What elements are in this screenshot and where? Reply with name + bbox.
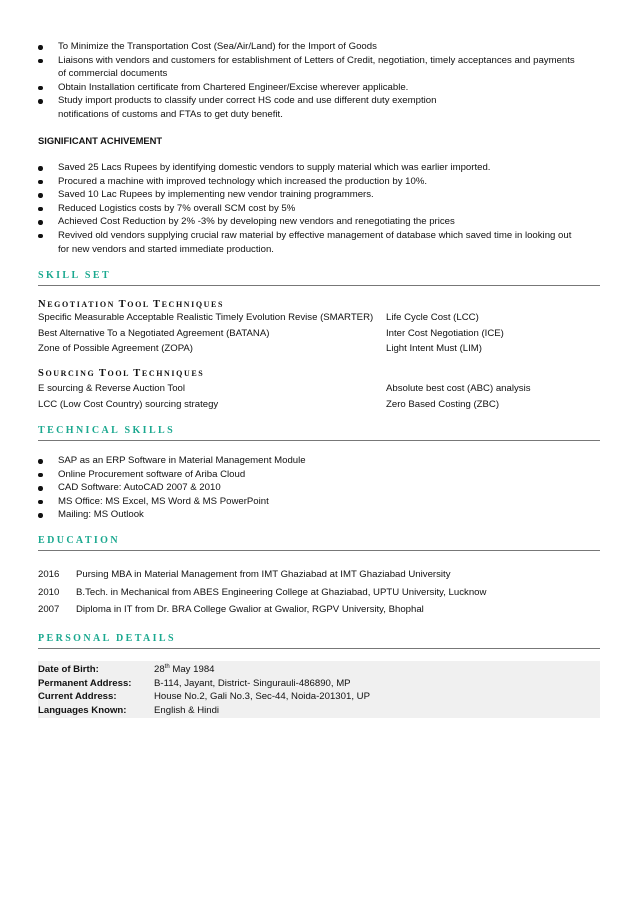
section-divider bbox=[38, 550, 600, 551]
achievement-list bbox=[38, 161, 600, 256]
bullet-icon bbox=[38, 86, 43, 91]
dob-value: 28th May 1984 bbox=[154, 663, 215, 675]
list-item: Saved 10 Lac Rupees by implementing new vendor training programmers. bbox=[38, 188, 600, 202]
table-row: Current Address: House No.2, Gali No.3, Sec-44, Noida-201301, UP bbox=[38, 691, 370, 703]
negotiation-subheading: NEGOTIATION TOOL TECHNIQUES bbox=[38, 299, 225, 310]
sourcing-subheading: SOURCING TOOL TECHNIQUES bbox=[38, 368, 205, 379]
bullet-icon bbox=[38, 166, 43, 171]
technical-list bbox=[38, 454, 600, 522]
list-item: 2010 B.Tech. in Mechanical from ABES Engineering College at Ghaziabad, UPTU University, Lucknow bbox=[38, 586, 487, 598]
personal-details-table bbox=[38, 661, 600, 718]
table-row: Specific Measurable Acceptable Realistic Timely Evolution Revise (SMARTER) Life Cycle Cost (LCC) bbox=[38, 312, 479, 323]
table-row: LCC (Low Cost Country) sourcing strategy Zero Based Costing (ZBC) bbox=[38, 398, 500, 410]
sourcing-table bbox=[38, 381, 600, 412]
list-item: To Minimize the Transportation Cost (Sea/Air/Land) for the Import of Goods bbox=[38, 40, 600, 54]
list-item-continuation: of commercial documents bbox=[58, 68, 168, 80]
bullet-icon bbox=[38, 473, 43, 478]
duties-list bbox=[38, 40, 600, 122]
table-row: Languages Known: English & Hindi bbox=[38, 704, 220, 716]
list-item: CAD Software: AutoCAD 2007 & 2010 bbox=[38, 481, 600, 495]
list-item: Achieved Cost Reduction by 2% -3% by developing new vendors and renegotiating the prices bbox=[38, 215, 600, 229]
list-item: Reduced Logistics costs by 7% overall SCM cost by 5% bbox=[38, 202, 600, 216]
bullet-icon bbox=[38, 234, 43, 239]
table-row: E sourcing & Reverse Auction Tool Absolute best cost (ABC) analysis bbox=[38, 383, 531, 394]
list-item: Liaisons with vendors and customers for establishment of Letters of Credit, negotiation, timely acceptances and payments bbox=[38, 54, 600, 68]
list-item-continuation: notifications of customs and FTAs to get duty benefit. bbox=[58, 108, 283, 120]
list-item: 2007 Diploma in IT from Dr. BRA College Gwalior at Gwalior, RGPV University, Bhophal bbox=[38, 604, 424, 615]
list-item: Mailing: MS Outlook bbox=[38, 508, 600, 522]
bullet-icon bbox=[38, 500, 43, 505]
table-row: Permanent Address: B-114, Jayant, District- Singurauli-486890, MP bbox=[38, 677, 351, 689]
list-item: 2016 Pursing MBA in Material Management from IMT Ghaziabad at IMT Ghaziabad University bbox=[38, 569, 451, 580]
achievement-heading: SIGNIFICANT ACHIVEMENT bbox=[38, 135, 163, 146]
negotiation-table bbox=[38, 310, 600, 357]
list-item-continuation: for new vendors and started immediate production. bbox=[58, 243, 274, 255]
section-divider bbox=[38, 648, 600, 649]
bullet-icon bbox=[38, 220, 43, 225]
education-heading: EDUCATION bbox=[38, 535, 120, 546]
table-row: Zone of Possible Agreement (ZOPA) Light Intent Must (LIM) bbox=[38, 343, 482, 355]
list-item: Online Procurement software of Ariba Cloud bbox=[38, 468, 600, 482]
bullet-icon bbox=[38, 99, 43, 104]
list-item: SAP as an ERP Software in Material Management Module bbox=[38, 454, 600, 468]
education-list bbox=[38, 566, 600, 619]
table-row: Best Alternative To a Negotiated Agreement (BATANA) Inter Cost Negotiation (ICE) bbox=[38, 327, 504, 339]
bullet-icon bbox=[38, 486, 43, 491]
bullet-icon bbox=[38, 207, 43, 212]
bullet-icon bbox=[38, 459, 43, 464]
section-divider bbox=[38, 440, 600, 441]
list-item: Study import products to classify under correct HS code and use different duty exemption bbox=[38, 94, 600, 108]
technical-skills-heading: TECHNICAL SKILLS bbox=[38, 425, 176, 436]
bullet-icon bbox=[38, 59, 43, 64]
table-row: Date of Birth: 28th May 1984 bbox=[38, 663, 215, 675]
bullet-icon bbox=[38, 513, 43, 518]
bullet-icon bbox=[38, 45, 43, 50]
list-item: Obtain Installation certificate from Chartered Engineer/Excise wherever applicable. bbox=[38, 81, 600, 95]
bullet-icon bbox=[38, 180, 43, 185]
skill-set-heading: SKILL SET bbox=[38, 270, 112, 281]
list-item: MS Office: MS Excel, MS Word & MS PowerPoint bbox=[38, 495, 600, 509]
personal-details-heading: PERSONAL DETAILS bbox=[38, 633, 176, 644]
list-item: Saved 25 Lacs Rupees by identifying domestic vendors to supply material which was earlier imported. bbox=[38, 161, 600, 175]
section-divider bbox=[38, 285, 600, 286]
list-item: Revived old vendors supplying crucial raw material by effective management of database which saved time in looking out bbox=[38, 229, 600, 243]
list-item: Procured a machine with improved technology which increased the production by 10%. bbox=[38, 175, 600, 189]
bullet-icon bbox=[38, 193, 43, 198]
